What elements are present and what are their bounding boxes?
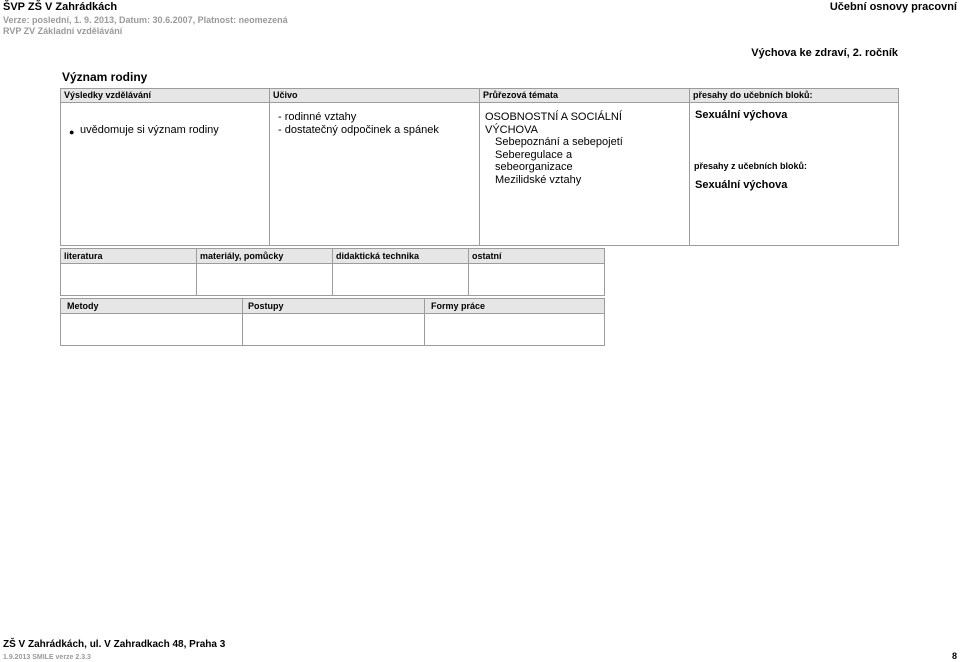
header-didactic-tech: didaktická technika xyxy=(336,251,420,261)
cross-topic-title: OSOBNOSTNÍ A SOCIÁLNÍ xyxy=(485,111,622,123)
version-info: Verze: poslední, 1. 9. 2013, Datum: 30.6.2007, Platnost: neomezená xyxy=(3,15,288,25)
relation-to-value: Sexuální výchova xyxy=(695,109,788,121)
cross-topic-item: Mezilidské vztahy xyxy=(495,173,582,186)
bullet-icon: ● xyxy=(69,127,75,137)
header-other: ostatní xyxy=(472,251,502,261)
column-divider xyxy=(468,249,469,295)
cross-topic-title: VÝCHOVA xyxy=(485,123,538,136)
header-literature: literatura xyxy=(64,251,103,261)
methods-table xyxy=(60,298,605,346)
curriculum-item: - dostatečný odpočinek a spánek xyxy=(278,123,439,136)
header-procedures: Postupy xyxy=(248,301,284,311)
footer-address: ZŠ V Zahrádkách, ul. V Zahradkach 48, Praha 3 xyxy=(3,639,226,650)
methods-table-header xyxy=(61,299,604,314)
relation-from-label: přesahy z učebních bloků: xyxy=(694,161,808,171)
header-work-forms: Formy práce xyxy=(431,301,486,311)
header-methods: Metody xyxy=(67,301,99,311)
subject-title: Výchova ke zdraví, 2. ročník xyxy=(751,47,898,59)
curriculum-content xyxy=(278,111,439,136)
cross-topic-item: sebeorganizace xyxy=(495,161,573,173)
column-divider xyxy=(479,89,480,245)
curriculum-item: - rodinné vztahy xyxy=(278,111,357,123)
cross-topic-item: Seberegulace a xyxy=(495,148,573,161)
cross-topic-item: Sebepoznání a sebepojetí xyxy=(495,136,623,148)
page-number: 8 xyxy=(951,651,957,661)
curriculum-table xyxy=(60,88,899,246)
column-divider xyxy=(196,249,197,295)
resources-table xyxy=(60,248,605,296)
column-divider xyxy=(424,299,425,345)
header-cross-topics: Průřezová témata xyxy=(483,90,559,100)
column-divider xyxy=(332,249,333,295)
document-type: Učební osnovy pracovní xyxy=(829,1,957,13)
learning-outcome: uvědomuje si význam rodiny xyxy=(80,124,219,136)
rvp-info: RVP ZV Základní vzdělávání xyxy=(3,26,123,36)
header-relations-to: přesahy do učebních bloků: xyxy=(693,90,813,100)
cross-topics-content xyxy=(485,111,623,186)
relation-from-value: Sexuální výchova xyxy=(695,179,788,191)
header-outcomes: Výsledky vzdělávání xyxy=(64,90,152,100)
column-divider xyxy=(689,89,690,245)
footer-version: 1.9.2013 SMILE verze 2.3.3 xyxy=(3,654,91,661)
column-divider xyxy=(242,299,243,345)
header-materials: materiály, pomůcky xyxy=(200,251,284,261)
school-name: ŠVP ZŠ V Zahrádkách xyxy=(3,1,118,13)
topic-title: Význam rodiny xyxy=(62,70,148,84)
header-curriculum: Učivo xyxy=(273,90,298,100)
column-divider xyxy=(269,89,270,245)
